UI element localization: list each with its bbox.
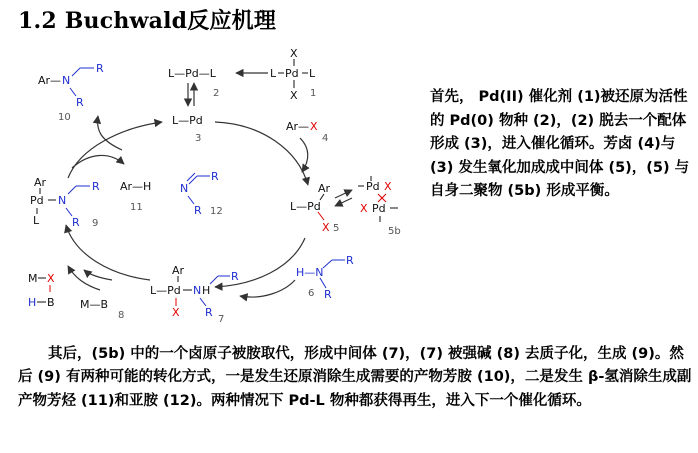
- compound-7: [150, 264, 239, 325]
- slide-title: 1.2 Buchwald反应机理: [18, 8, 277, 34]
- svg-text:L—Pd—L: L—Pd—L: [168, 67, 216, 80]
- svg-text:L: L: [309, 67, 316, 80]
- explanation-paragraph-bottom: 其后，(5b) 中的一个卤原子被胺取代，形成中间体 (7)，(7) 被强碱 (8) 去质子化，生成 (9)。然后 (9) 有两种可能的转化方式，一是发生还原消除生成需要的产物芳胺 (10)，二是发生 β-氢消除生成副产物芳烃 (11)和亚胺 (12)。两种情况下 Pd-L 物种都获得再生，进入下一个催化循环。: [18, 346, 692, 409]
- compound-8: [80, 298, 124, 321]
- svg-text:X: X: [290, 89, 298, 102]
- svg-text:L—Pd: L—Pd: [150, 284, 181, 297]
- svg-text:7: 7: [218, 314, 225, 325]
- svg-text:3: 3: [195, 133, 202, 144]
- svg-text:X: X: [360, 202, 368, 215]
- svg-text:R: R: [96, 62, 104, 75]
- explanation-paragraph-right: 首先， Pd(II) 催化剂 (1)被还原为活性的 Pd(0) 物种 (2)，(2) 脱去一个配体形成 (3)，进入催化循环。芳卤 (4)与 (3) 发生氧化加成成中间体 (5)，(5) 与自身二聚物 (5b) 形成平衡。: [430, 89, 690, 199]
- svg-text:9: 9: [92, 218, 99, 229]
- mechanism-diagram: [0, 40, 430, 340]
- cycle-arrow-5-to-7: [215, 238, 305, 287]
- equilibrium-5-5b-back: [335, 198, 352, 206]
- svg-text:L—Pd: L—Pd: [290, 200, 321, 213]
- svg-text:12: 12: [210, 206, 223, 217]
- compound-4: [286, 120, 328, 144]
- svg-text:X: X: [310, 120, 318, 133]
- svg-text:R: R: [231, 270, 239, 283]
- svg-text:4: 4: [322, 133, 329, 144]
- compound-9: [30, 176, 100, 229]
- compound-10: [38, 62, 104, 123]
- compound-12: [180, 170, 223, 217]
- svg-text:M—B: M—B: [80, 298, 109, 311]
- svg-text:R: R: [194, 204, 202, 217]
- svg-text:11: 11: [130, 202, 143, 213]
- svg-text:R: R: [211, 170, 219, 183]
- compound-11: [120, 180, 151, 213]
- svg-text:N: N: [193, 284, 202, 297]
- svg-text:N: N: [62, 74, 71, 87]
- svg-text:X: X: [172, 306, 180, 319]
- svg-text:R: R: [76, 96, 84, 109]
- arrow-mx-hb-out: [68, 266, 100, 290]
- arrow-8-in: [84, 270, 112, 280]
- svg-text:Pd: Pd: [366, 180, 380, 193]
- svg-text:H: H: [28, 296, 37, 309]
- svg-text:L: L: [270, 67, 277, 80]
- svg-text:X: X: [384, 180, 392, 193]
- cycle-arrow-9-to-3: [68, 122, 162, 178]
- compound-3: [172, 114, 203, 144]
- svg-text:H—N: H—N: [296, 266, 324, 279]
- cycle-arrow-7-to-9: [66, 225, 150, 280]
- svg-text:5b: 5b: [388, 226, 401, 237]
- equilibrium-5-5b-fwd: [335, 190, 352, 198]
- svg-text:R: R: [346, 254, 354, 267]
- arrow-products-11-12-out: [72, 155, 124, 168]
- svg-text:R: R: [92, 180, 100, 193]
- svg-text:Ar: Ar: [34, 176, 47, 189]
- svg-text:L—Pd: L—Pd: [172, 114, 203, 127]
- svg-text:N: N: [180, 182, 189, 195]
- svg-text:Ar—: Ar—: [286, 120, 310, 133]
- svg-text:Pd: Pd: [372, 202, 386, 215]
- svg-text:Ar—H: Ar—H: [120, 180, 152, 193]
- svg-text:R: R: [72, 216, 80, 229]
- svg-text:Ar—: Ar—: [38, 74, 62, 87]
- svg-text:10: 10: [58, 112, 71, 123]
- byproducts-mx-hb: [28, 272, 55, 309]
- compound-1: [270, 47, 316, 102]
- arrow-6-in: [240, 280, 295, 297]
- svg-text:Ar: Ar: [172, 264, 185, 277]
- svg-text:5: 5: [333, 223, 340, 234]
- compound-5: [290, 182, 339, 234]
- compound-5b: [358, 176, 401, 237]
- svg-text:Ar: Ar: [318, 182, 331, 195]
- svg-text:X: X: [290, 47, 298, 60]
- svg-text:6: 6: [308, 288, 315, 299]
- svg-text:B: B: [47, 296, 55, 309]
- svg-text:H: H: [202, 284, 211, 297]
- svg-text:2: 2: [213, 88, 220, 99]
- svg-text:M: M: [28, 272, 38, 285]
- svg-text:1: 1: [310, 88, 317, 99]
- svg-text:L: L: [33, 214, 40, 227]
- compound-6: [296, 254, 354, 301]
- svg-text:Pd: Pd: [30, 194, 44, 207]
- svg-text:N: N: [58, 194, 67, 207]
- arrow-4-in: [300, 138, 308, 172]
- svg-text:X: X: [47, 272, 55, 285]
- svg-text:R: R: [205, 306, 213, 319]
- svg-text:8: 8: [118, 310, 125, 321]
- arrow-product-10-out: [98, 116, 122, 150]
- svg-text:R: R: [324, 288, 332, 301]
- svg-text:Pd: Pd: [285, 67, 299, 80]
- svg-text:X: X: [322, 221, 330, 234]
